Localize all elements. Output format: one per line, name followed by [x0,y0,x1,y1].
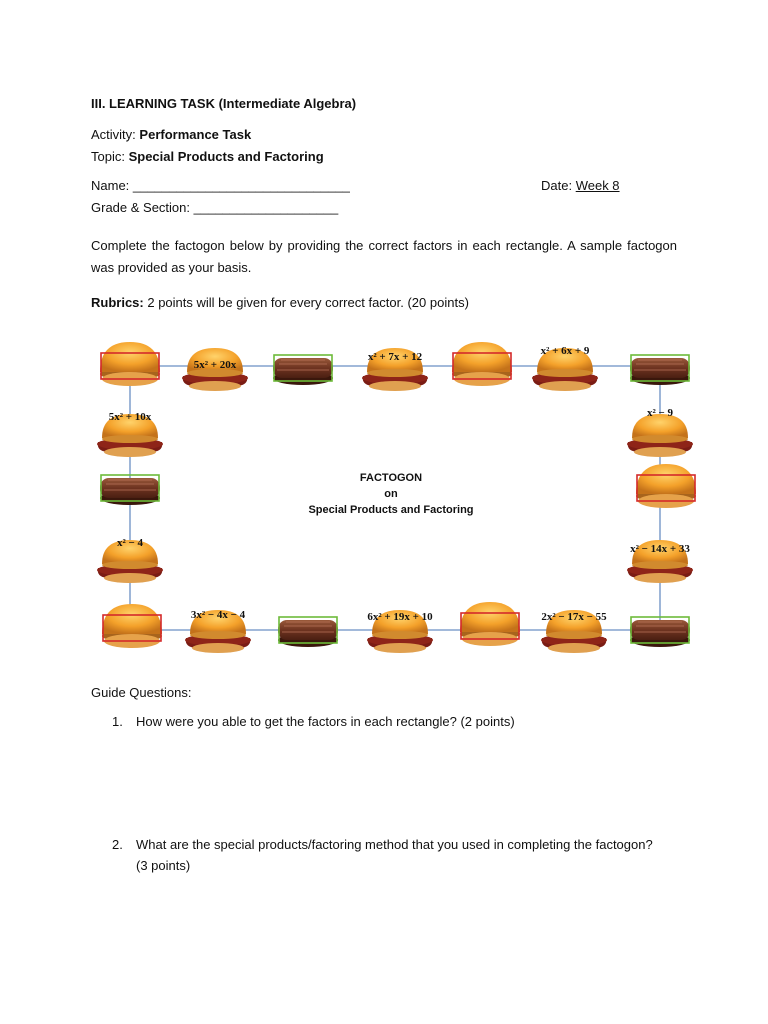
node-top-2 [362,348,428,391]
expr-label: x² − 9 [646,407,674,419]
expr-label: 3x² − 4x − 4 [190,609,246,621]
factogon-title-2: on [384,488,398,500]
expr-label: x² + 7x + 12 [367,351,423,363]
grade-blank[interactable]: ____________________ [193,200,339,215]
topic-value: Special Products and Factoring [128,149,324,164]
node-right-1 [627,407,693,457]
instructions: Complete the factogon below by providing the correct factors in each rectangle. A sample factogon was provided as your basis. [91,238,677,275]
expr-label: x² − 14x + 33 [630,543,690,555]
question-2-number: 2. [112,837,123,852]
node-bottom-bun-2 [460,602,520,646]
factogon-title-1: FACTOGON [359,472,423,484]
node-bottom-2 [367,610,433,653]
node-bottom-right-patty [630,617,690,647]
rubrics-label: Rubrics: [91,295,144,310]
factogon-diagram [0,330,768,670]
node-top-right-patty [630,355,690,385]
node-top-patty-1 [273,355,333,385]
activity-line [91,127,251,143]
node-bottom-3 [541,610,607,653]
name-blank[interactable]: ______________________________ [132,178,350,193]
node-left-2 [97,537,163,583]
grade-label: Grade & Section: [91,200,190,215]
grade-line [91,200,338,216]
name-line [91,178,350,194]
name-label: Name: [91,178,130,193]
factogon-title-3: Special Products and Factoring [308,504,474,516]
node-left-patty [100,475,160,505]
topic-line [91,149,324,165]
node-top-3 [532,345,598,391]
node-right-bun [636,464,696,508]
expr-label: x² − 4 [116,537,144,549]
node-left-1 [97,411,163,457]
node-bottom-1 [185,609,251,653]
node-top-1 [182,348,248,391]
activity-value: Performance Task [139,127,252,142]
date-label: Date: [541,178,573,193]
node-top-bun-2 [452,342,512,386]
topic-label: Topic: [91,149,125,164]
rubrics-text: 2 points will be given for every correct factor. (20 points) [147,295,469,310]
date-value: Week 8 [575,178,620,193]
rubrics-line [91,295,469,311]
task-title: III. LEARNING TASK (Intermediate Algebra) [91,96,357,111]
expr-label: 5x² + 20x [193,359,237,371]
expr-label: 2x² − 17x − 55 [541,611,607,623]
node-bottom-patty-1 [278,617,338,647]
guide-label: Guide Questions: [91,685,192,700]
node-right-2 [627,540,693,583]
expr-label: x² + 6x + 9 [540,345,590,357]
expr-label: 6x² + 19x + 10 [367,611,433,623]
question-1: How were you able to get the factors in each rectangle? (2 points) [136,714,515,729]
activity-label: Activity: [91,127,136,142]
question-2: What are the special products/factoring method that you used in completing the factogon? (3 points) [136,837,653,873]
node-top-left-bun [100,342,160,386]
date-line [541,178,620,194]
node-bottom-left-bun [102,604,162,648]
expr-label: 5x² + 10x [108,411,152,423]
question-1-number: 1. [112,714,123,729]
